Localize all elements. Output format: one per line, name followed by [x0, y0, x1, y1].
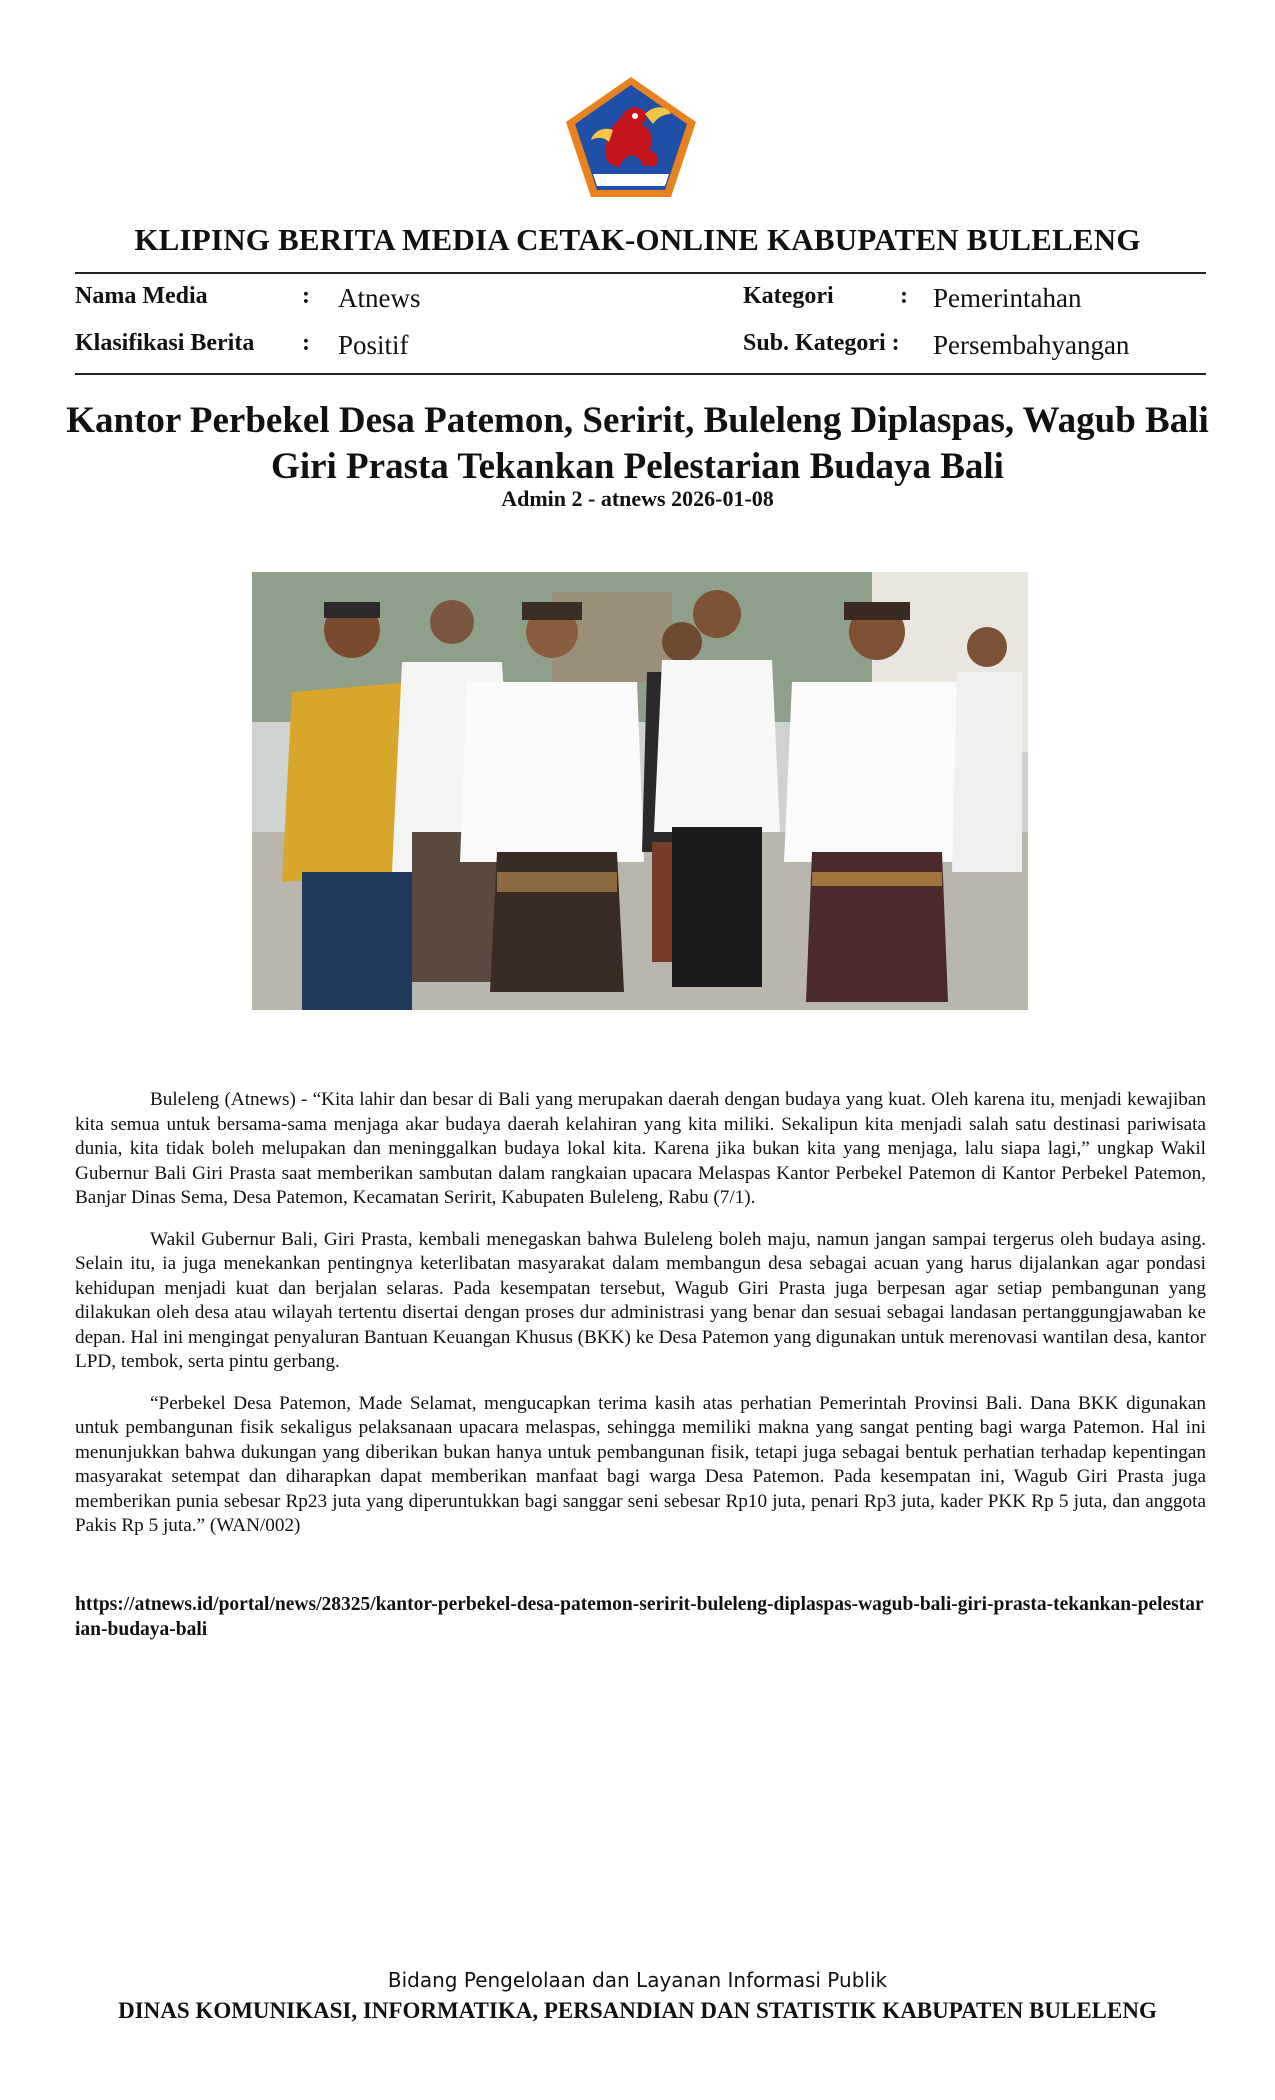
page-header-title: KLIPING BERITA MEDIA CETAK-ONLINE KABUPATEN BULELENG [134, 222, 1141, 257]
article-headline [60, 398, 1215, 490]
article-paragraph-1: Buleleng (Atnews) - “Kita lahir dan besar di Bali yang merupakan daerah dengan budaya yang kuat. Oleh karena itu, menjadi kewajiban kita semua untuk bersama-sama menjaga akar budaya daerah kelahiran yang kita miliki. Sekalipun kita menjadi salah satu destinasi pariwisata dunia, kita tidak boleh melupakan dan meninggalkan budaya lokal kita. Karena jika bukan kita yang menjaga, lalu siapa lagi,” ungkap Wakil Gubernur Bali Giri Prasta saat memberikan sambutan dalam rangkaian upacara Melaspas Kantor Perbekel Patemon di Kantor Perbekel Patemon, Banjar Dinas Sema, Desa Patemon, Kecamatan Seririt, Kabupaten Buleleng, Rabu (7/1). [75, 1089, 1206, 1208]
category-colon: : [900, 283, 908, 309]
source-url-link[interactable]: https://atnews.id/portal/news/28325/kantor-perbekel-desa-patemon-seririt-buleleng-diplaspas-wagub-bali-giri-prasta-tekankan-pelestarian-budaya-bali [75, 1594, 1204, 1640]
footer-department: Bidang Pengelolaan dan Layanan Informasi Publik [387, 1968, 888, 1992]
header-rule-bottom [75, 373, 1206, 375]
header-rule-top [75, 272, 1206, 274]
media-name-label: Nama Media [75, 283, 208, 309]
article-byline: Admin 2 - atnews 2026-01-08 [501, 486, 774, 511]
article-photo [252, 572, 1028, 1010]
media-name-colon: : [302, 283, 310, 309]
article-paragraph-3: “Perbekel Desa Patemon, Made Selamat, mengucapkan terima kasih atas perhatian Pemerintah Provinsi Bali. Dana BKK digunakan untuk pembangunan fisik sekaligus pelaksanaan upacara melaspas, sehingga memiliki makna yang sangat penting bagi warga Patemon. Hal ini menunjukkan bahwa dukungan yang diberikan bukan hanya untuk pembangunan fisik, tetapi juga sebagai bentuk perhatian terhadap kepentingan masyarakat setempat dan diharapkan dapat memberikan manfaat bagi warga Desa Patemon. Pada kesempatan ini, Wagub Giri Prasta juga memberikan punia sebesar Rp23 juta yang diperuntukkan bagi sanggar seni sebesar Rp10 juta, penari Rp3 juta, kader PKK Rp 5 juta, dan anggota Pakis Rp 5 juta.” (WAN/002) [75, 1392, 1206, 1536]
subcategory-label: Sub. Kategori : [743, 330, 900, 356]
regency-emblem-logo [563, 74, 699, 200]
subcategory-value: Persembahyangan [933, 330, 1130, 360]
article-body [75, 1088, 1206, 1556]
headline-line-2: Giri Prasta Tekankan Pelestarian Budaya Bali [271, 446, 1004, 487]
media-name-value: Atnews [338, 283, 421, 313]
headline-line-1: Kantor Perbekel Desa Patemon, Seririt, Buleleng Diplaspas, Wagub Bali [66, 400, 1209, 441]
category-value: Pemerintahan [933, 283, 1082, 313]
footer-agency: DINAS KOMUNIKASI, INFORMATIKA, PERSANDIAN DAN STATISTIK KABUPATEN BULELENG [118, 1998, 1157, 2023]
classification-label: Klasifikasi Berita [75, 330, 255, 356]
classification-value: Positif [338, 330, 409, 360]
category-label: Kategori [743, 283, 834, 309]
lion-crest-icon [563, 74, 699, 200]
classification-colon: : [302, 330, 310, 356]
article-paragraph-2: Wakil Gubernur Bali, Giri Prasta, kembali menegaskan bahwa Buleleng boleh maju, namun jangan sampai tergerus oleh budaya asing. Selain itu, ia juga menekankan pentingnya keterlibatan masyarakat dalam membangun desa sebagai acuan yang harus dijalankan agar pondasi kehidupan menjadi kuat dan berjalan selaras. Pada kesempatan tersebut, Wagub Giri Prasta juga berpesan agar setiap pembangunan yang dilakukan oleh desa atau wilayah tertentu disertai dengan proses dur administrasi yang benar dan sesuai sebagai landasan pertanggungjawaban ke depan. Hal ini mengingat penyaluran Bantuan Keuangan Khusus (BKK) ke Desa Patemon yang digunakan untuk merenovasi wantilan desa, kantor LPD, tembok, serta pintu gerbang. [75, 1228, 1206, 1372]
